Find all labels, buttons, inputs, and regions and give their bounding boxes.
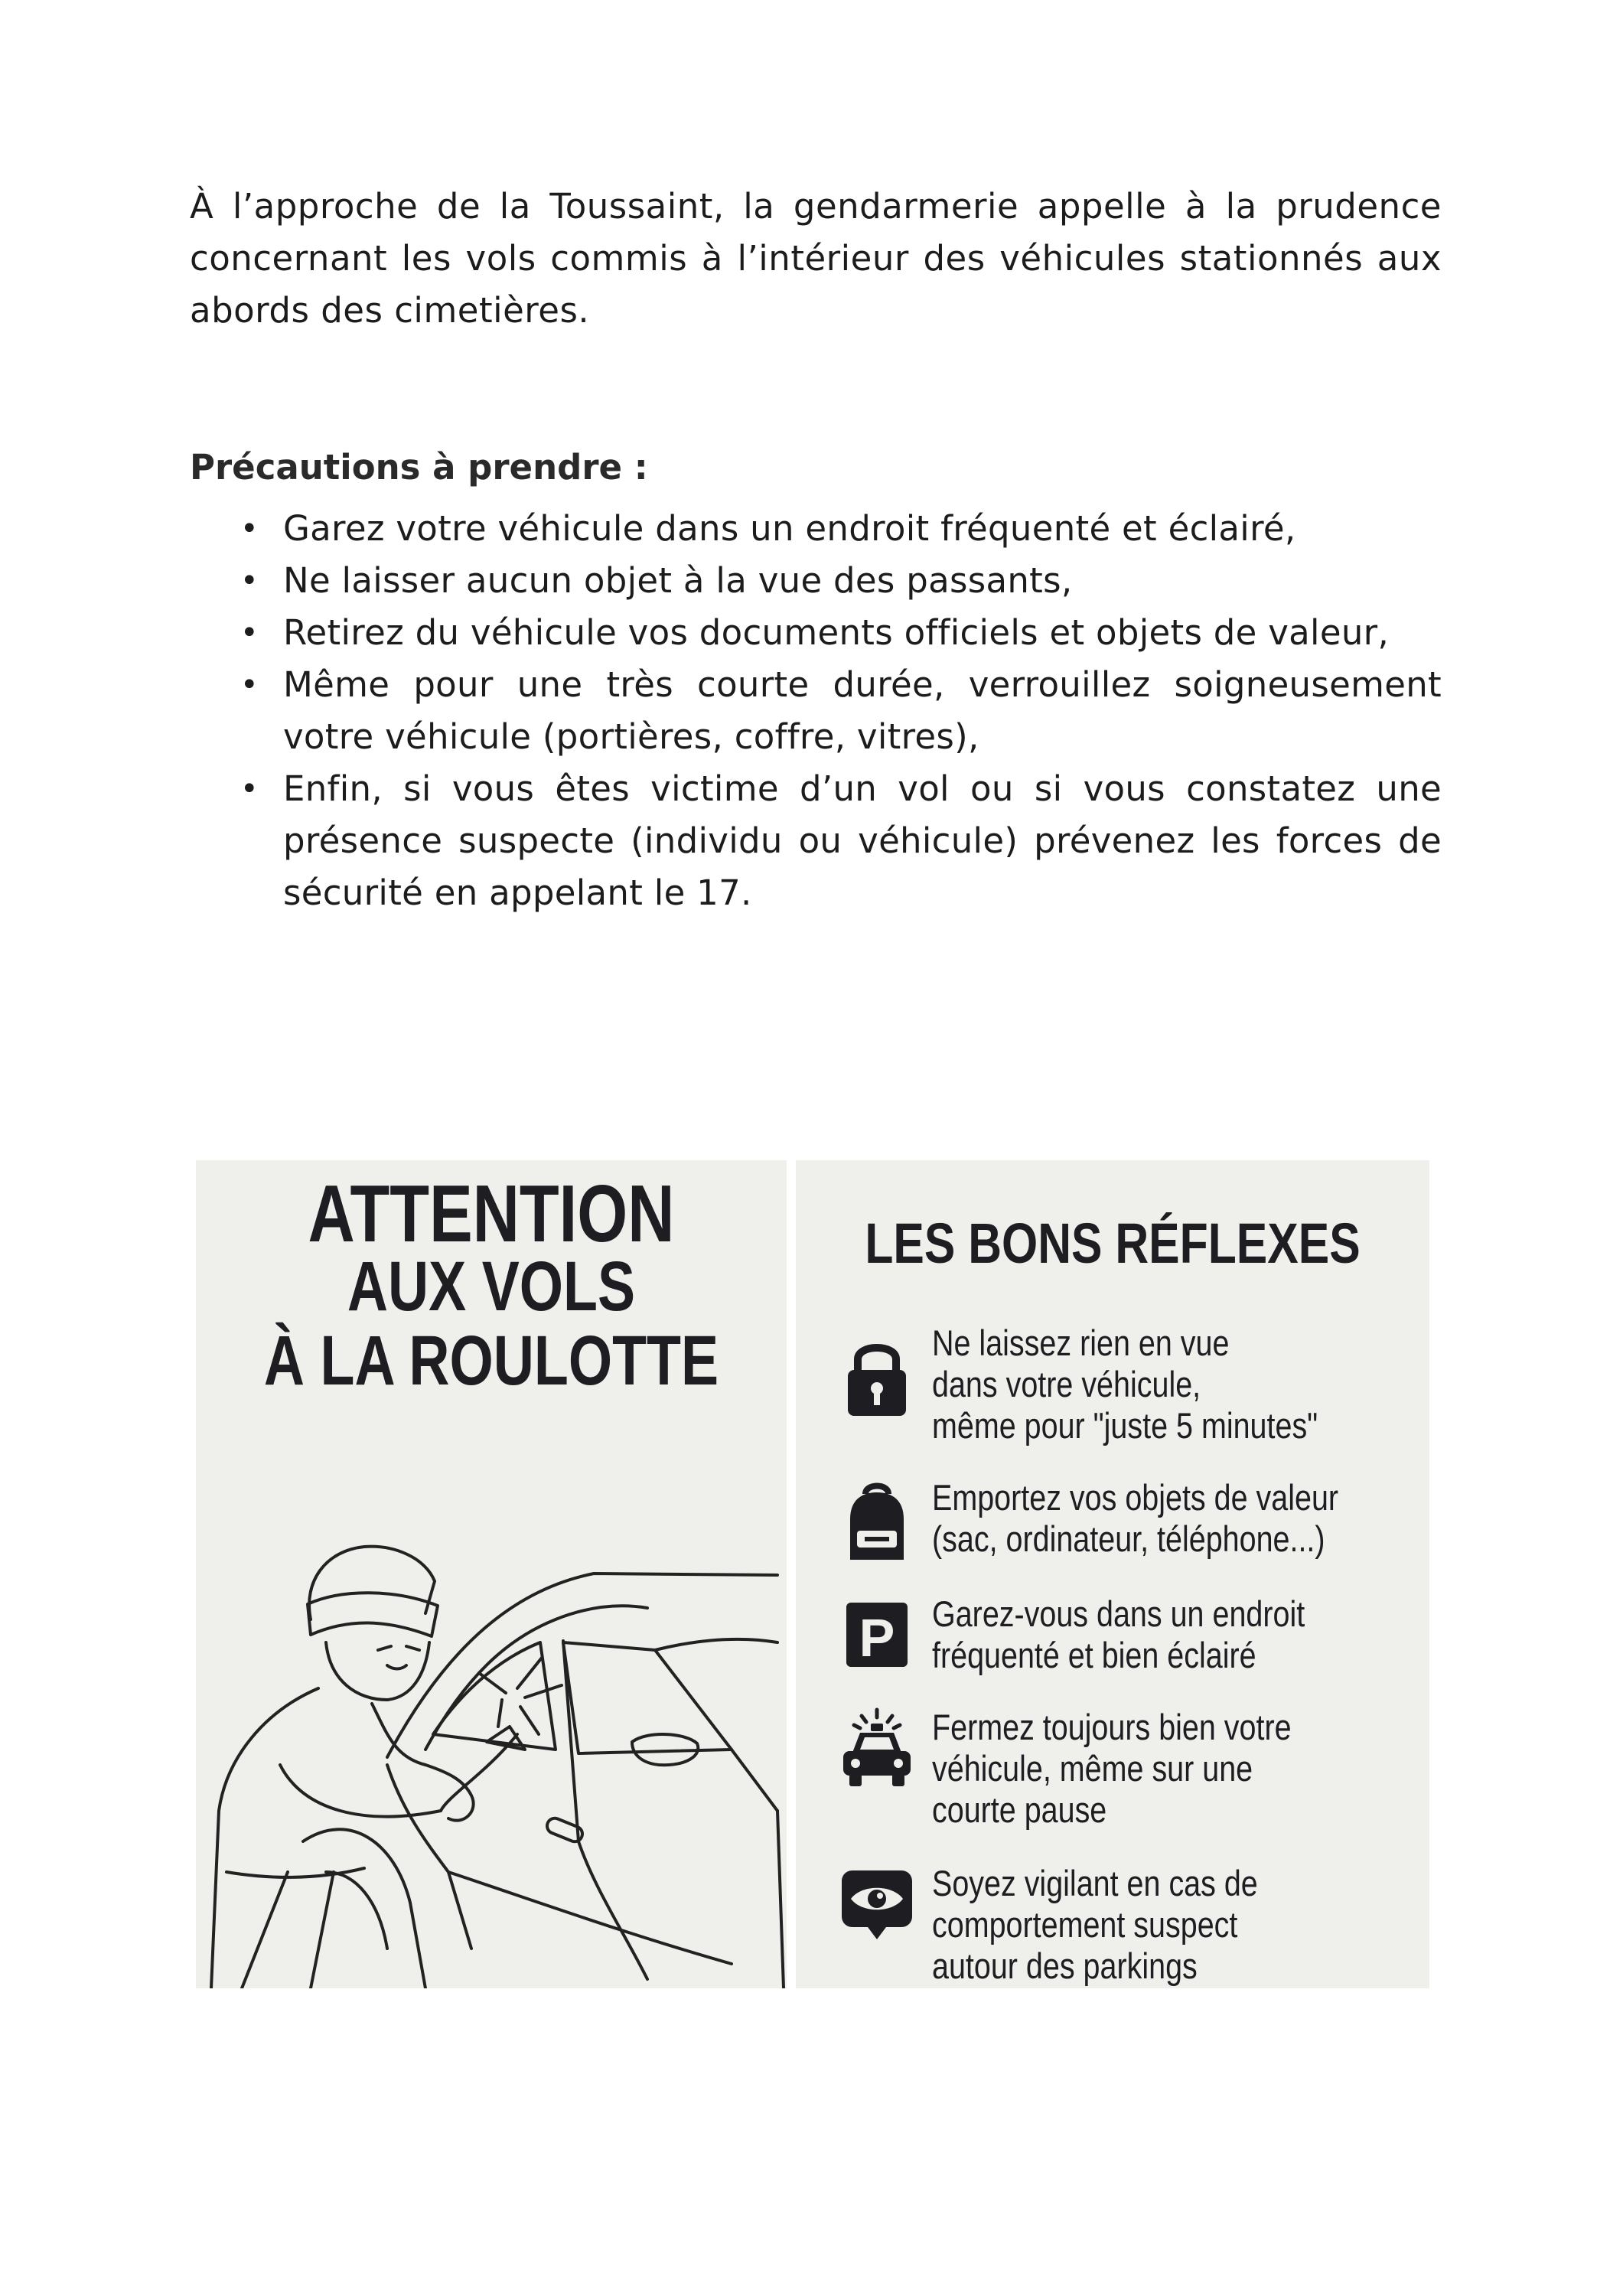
intro-paragraph: À l’approche de la Toussaint, la gendarmerie appelle à la prudence concernant les vols commis à l’intérieur des véhicules stationnés aux abords des cimetières. [190, 186, 1442, 331]
bullet-icon: • [240, 771, 259, 807]
poster-right-panel [796, 1160, 1429, 1988]
list-item [237, 503, 1442, 555]
svg-text:P: P [859, 1608, 895, 1668]
precautions-heading: Précautions à prendre : [190, 447, 648, 488]
parking-icon [839, 1593, 915, 1685]
poster-left-panel [196, 1160, 787, 1988]
list-item [237, 607, 1442, 659]
list-item-text: Retirez du véhicule vos documents officiels et objets de valeur, [283, 612, 1390, 653]
list-item [237, 763, 1442, 919]
list-item-text: Garez votre véhicule dans un endroit fréquenté et éclairé, [283, 508, 1296, 549]
reflex-text-5: Soyez vigilant en cas de comportement suspect autour des parkings [932, 1863, 1258, 1986]
reflex-text-4: Fermez toujours bien votre véhicule, même sur une courte pause [932, 1707, 1292, 1830]
reflex-text-3: Garez-vous dans un endroit fréquenté et bien éclairé [932, 1593, 1305, 1675]
list-item [237, 555, 1442, 607]
prevention-poster [196, 1160, 1429, 1988]
reflex-text-2: Emportez vos objets de valeur (sac, ordinateur, téléphone...) [932, 1477, 1339, 1559]
backpack-icon [839, 1477, 915, 1569]
list-item-text: Enfin, si vous êtes victime d’un vol ou si vous constatez une présence suspecte (individu ou véhicule) prévenez les forces de sécurité en appelant le 17. [283, 768, 1442, 913]
police-car-icon [839, 1707, 915, 1799]
list-item [237, 659, 1442, 763]
precautions-list [237, 503, 1442, 919]
car-thief-illustration [196, 1413, 787, 1988]
eye-icon [839, 1863, 915, 1955]
bullet-icon: • [240, 615, 259, 651]
list-item-text: Même pour une très courte durée, verrouillez soigneusement votre véhicule (portières, coffre, vitres), [283, 664, 1442, 757]
list-item-text: Ne laisser aucun objet à la vue des passants, [283, 560, 1073, 601]
reflex-text-1: Ne laissez rien en vue dans votre véhicule, même pour "juste 5 minutes" [932, 1322, 1318, 1446]
poster-title-line-2: AUX VOLS [347, 1247, 636, 1326]
poster-title-line-3: À LA ROULOTTE [263, 1322, 719, 1400]
bullet-icon: • [240, 563, 259, 598]
padlock-icon [839, 1330, 915, 1422]
poster-title-line-1: ATTENTION [308, 1169, 675, 1259]
bullet-icon: • [240, 667, 259, 703]
bullet-icon: • [240, 511, 259, 546]
reflexes-title: LES BONS RÉFLEXES [865, 1212, 1361, 1275]
